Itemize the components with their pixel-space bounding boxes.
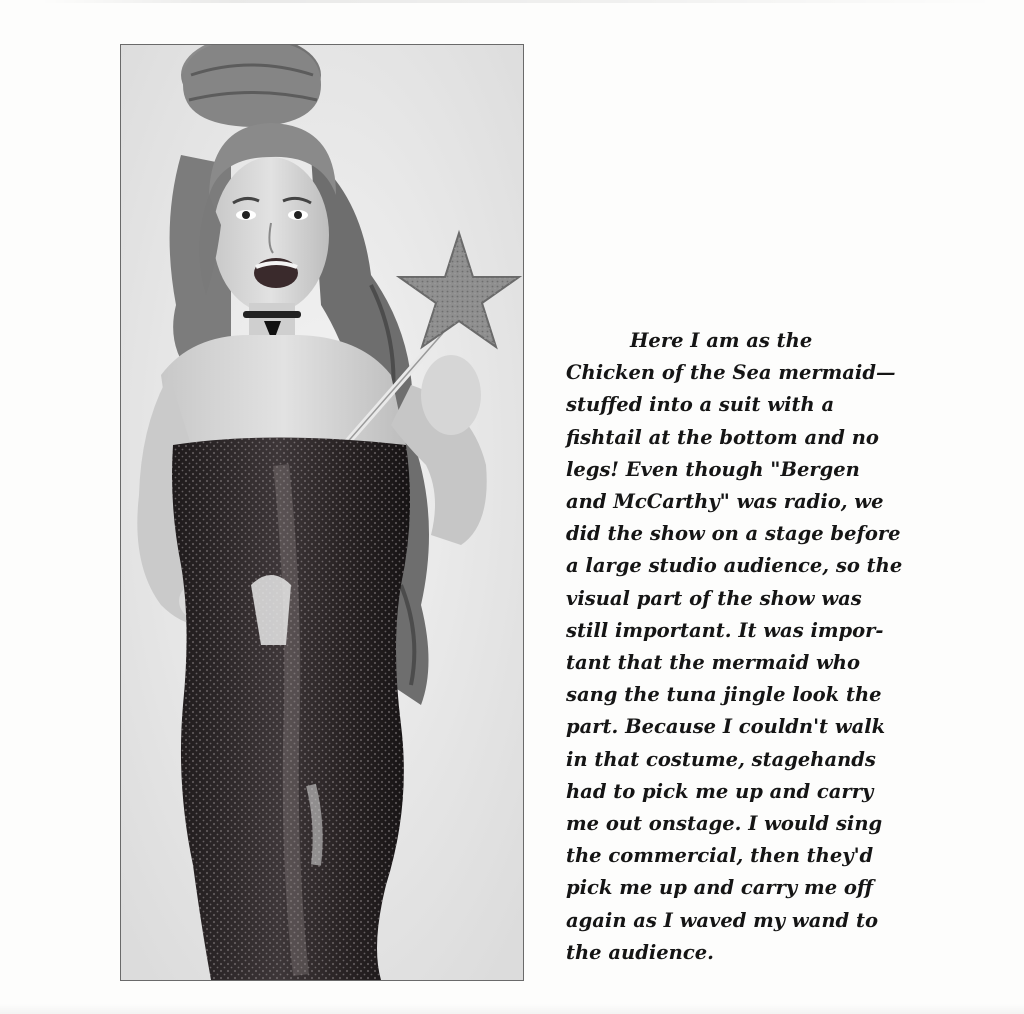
caption-line: sang the tuna jingle look the [566, 683, 882, 707]
caption-line: and McCarthy" was radio, we [566, 490, 884, 514]
caption-line: me out onstage. I would sing [566, 812, 883, 836]
caption-line: part. Because I couldn't walk [566, 715, 886, 739]
photo-illustration [121, 45, 523, 980]
caption-line: tant that the mermaid who [566, 651, 860, 675]
caption-line: in that costume, stagehands [566, 747, 876, 771]
caption-line: pick me up and carry me off [566, 876, 874, 900]
caption-text [566, 325, 916, 969]
caption-line: the commercial, then they'd [566, 844, 874, 868]
caption-line: did the show on a stage before [566, 522, 901, 546]
caption-line: a large studio audience, so the [566, 554, 903, 578]
caption-line: stuffed into a suit with a [566, 393, 835, 417]
scan-bottom-edge [0, 1004, 1024, 1014]
caption-line: Here I am as the [630, 329, 813, 352]
caption-line: visual part of the show was [566, 586, 862, 610]
caption-line: the audience. [566, 940, 714, 964]
caption-line: again as I waved my wand to [566, 908, 878, 932]
caption-line: Chicken of the Sea mermaid— [566, 361, 896, 385]
caption-line: fishtail at the bottom and no [566, 425, 879, 449]
scan-top-edge [40, 0, 1000, 3]
caption-line: still important. It was impor- [566, 618, 884, 642]
caption-line: had to pick me up and carry [566, 779, 874, 803]
caption-line: legs! Even though "Bergen [566, 457, 860, 481]
mermaid-costume-photo [120, 44, 524, 981]
